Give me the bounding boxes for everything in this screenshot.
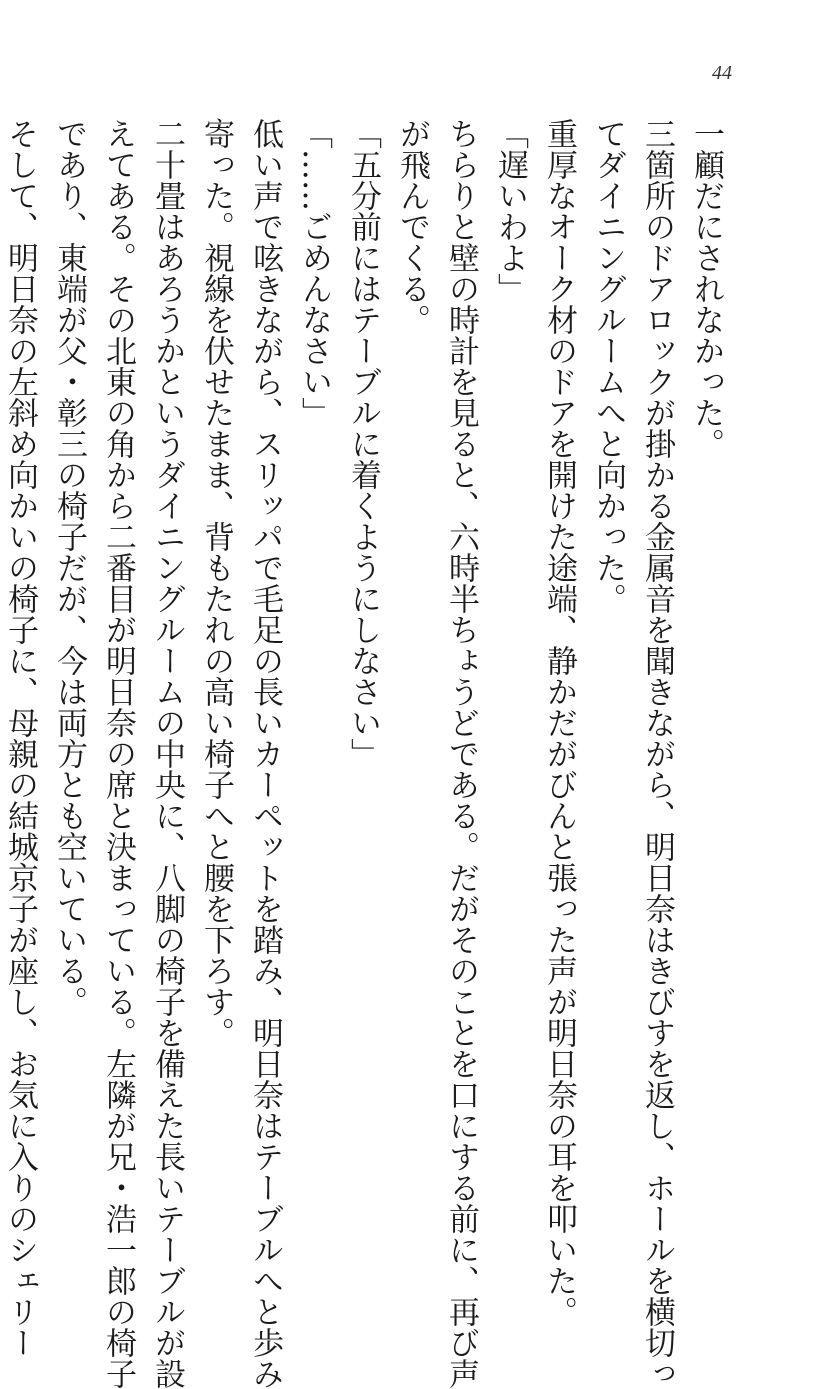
text-line: てダイニングルームへと向かった。: [590, 118, 626, 614]
text-line: が飛んでくる。: [394, 118, 430, 335]
text-line: ちらりと壁の時計を見ると、六時半ちょうどである。だがそのことを口にする前に、再び声: [443, 118, 479, 1389]
text-line: 「五分前にはテーブルに着くようにしなさい」: [345, 118, 381, 769]
text-line: 三箇所のドアロックが掛かる金属音を聞きながら、明日奈はきびすを返し、ホールを横切っ: [639, 118, 675, 1389]
text-line: 重厚なオーク材のドアを開けた途端、静かだがびんと張った声が明日奈の耳を叩いた。: [541, 118, 577, 1327]
text-line: 二十畳はあろうかというダイニングルームの中央に、八脚の椅子を備えた長いテーブルが設: [149, 118, 185, 1389]
text-line: 寄った。視線を伏せたまま、背もたれの高い椅子へと腰を下ろす。: [198, 118, 234, 1048]
text-line: 「……ごめんなさい」: [296, 118, 332, 428]
page-number: 44: [712, 62, 732, 84]
body-text: [2, 118, 730, 1389]
text-line: 一顧だにされなかった。: [688, 118, 724, 459]
text-line: 「遅いわよ」: [492, 118, 528, 304]
text-line: 低い声で呟きながら、スリッパで毛足の長いカーペットを踏み、明日奈はテーブルへと歩み: [247, 118, 283, 1389]
text-line: であり、東端が父・彰三の椅子だが、今は両方とも空いている。: [51, 118, 87, 1017]
text-line: えてある。その北東の角から二番目が明日奈の席と決まっている。左隣が兄・浩一郎の椅子: [100, 118, 136, 1389]
text-line: そして、明日奈の左斜め向かいの椅子に、母親の結城京子が座し、お気に入りのシェリー: [2, 118, 38, 1358]
